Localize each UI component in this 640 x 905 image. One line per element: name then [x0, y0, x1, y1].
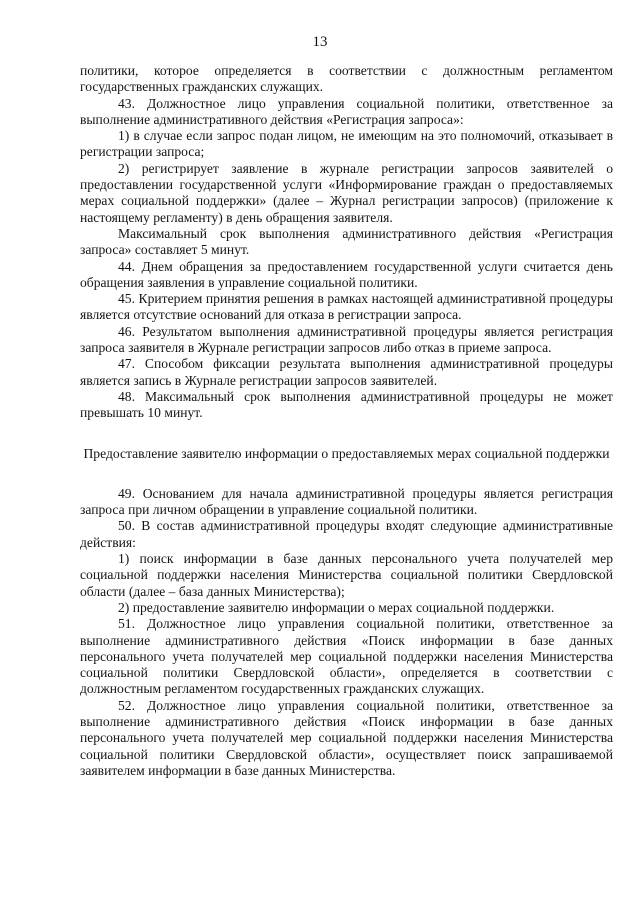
paragraph-group-before [80, 63, 613, 422]
paragraph: 52. Должностное лицо управления социальной политики, ответственное за выполнение административного действия «Поиск информации в базе данных персонального учета получателей мер социальной поддержки населения Министерства социальной политики Свердловской области», осуществляет поиск запрашиваемой заявителем информации в базе данных Министерства. [80, 697, 613, 778]
section-heading: Предоставление заявителю информации о предоставляемых мерах социальной поддержки [83, 445, 610, 461]
paragraph: 44. Днем обращения за предоставлением государственной услуги считается день обращения заявления в управление социальной политики. [80, 258, 613, 290]
paragraph: 51. Должностное лицо управления социальной политики, ответственное за выполнение административного действия «Поиск информации в базе данных персонального учета получателей мер социальной поддержки населения Министерства социальной политики Свердловской области», определяется в соответствии с должностным регламентом государственных гражданских служащих. [80, 616, 613, 697]
paragraph: 46. Результатом выполнения административной процедуры является регистрация запроса заявителя в Журнале регистрации запросов либо отказ в приеме запроса. [80, 323, 613, 356]
paragraph: 48. Максимальный срок выполнения административной процедуры не может превышать 10 минут. [80, 388, 613, 421]
paragraph: 49. Основанием для начала административной процедуры является регистрация запроса при личном обращении в управление социальной политики. [80, 485, 613, 518]
paragraph: Максимальный срок выполнения административного действия «Регистрация запроса» составляет 5 минут. [80, 225, 613, 258]
paragraph: 45. Критерием принятия решения в рамках настоящей административной процедуры является отсутствие оснований для отказа в регистрации запроса. [80, 291, 613, 323]
paragraph: 47. Способом фиксации результата выполнения административной процедуры является запись в Журнале регистрации запросов заявителей. [80, 356, 613, 388]
page-number: 13 [312, 34, 328, 50]
paragraph: 50. В состав административной процедуры входят следующие административные действия: [80, 518, 613, 550]
paragraph: 43. Должностное лицо управления социальной политики, ответственное за выполнение административного действия «Регистрация запроса»: [80, 95, 613, 127]
paragraph: 2) предоставление заявителю информации о мерах социальной поддержки. [118, 599, 555, 615]
paragraph: 2) регистрирует заявление в журнале регистрации запросов заявителей о предоставлении государственной услуги «Информирование граждан о предоставляемых мерах социальной поддержки» (далее – Журнал регистрации запросов) (приложение к настоящему регламенту) в день обращения заявителя. [80, 160, 613, 225]
paragraph: 1) поиск информации в базе данных персонального учета получателей мер социальной поддержки населения Министерства социальной политики Свердловской области (далее – база данных Министерства); [80, 551, 613, 599]
paragraph-group-after [80, 486, 613, 779]
paragraph: политики, которое определяется в соответствии с должностным регламентом государственных гражданских служащих. [80, 63, 613, 95]
document-body [80, 63, 613, 779]
paragraph: 1) в случае если запрос подан лицом, не имеющим на это полномочий, отказывает в регистрации запроса; [80, 128, 613, 160]
